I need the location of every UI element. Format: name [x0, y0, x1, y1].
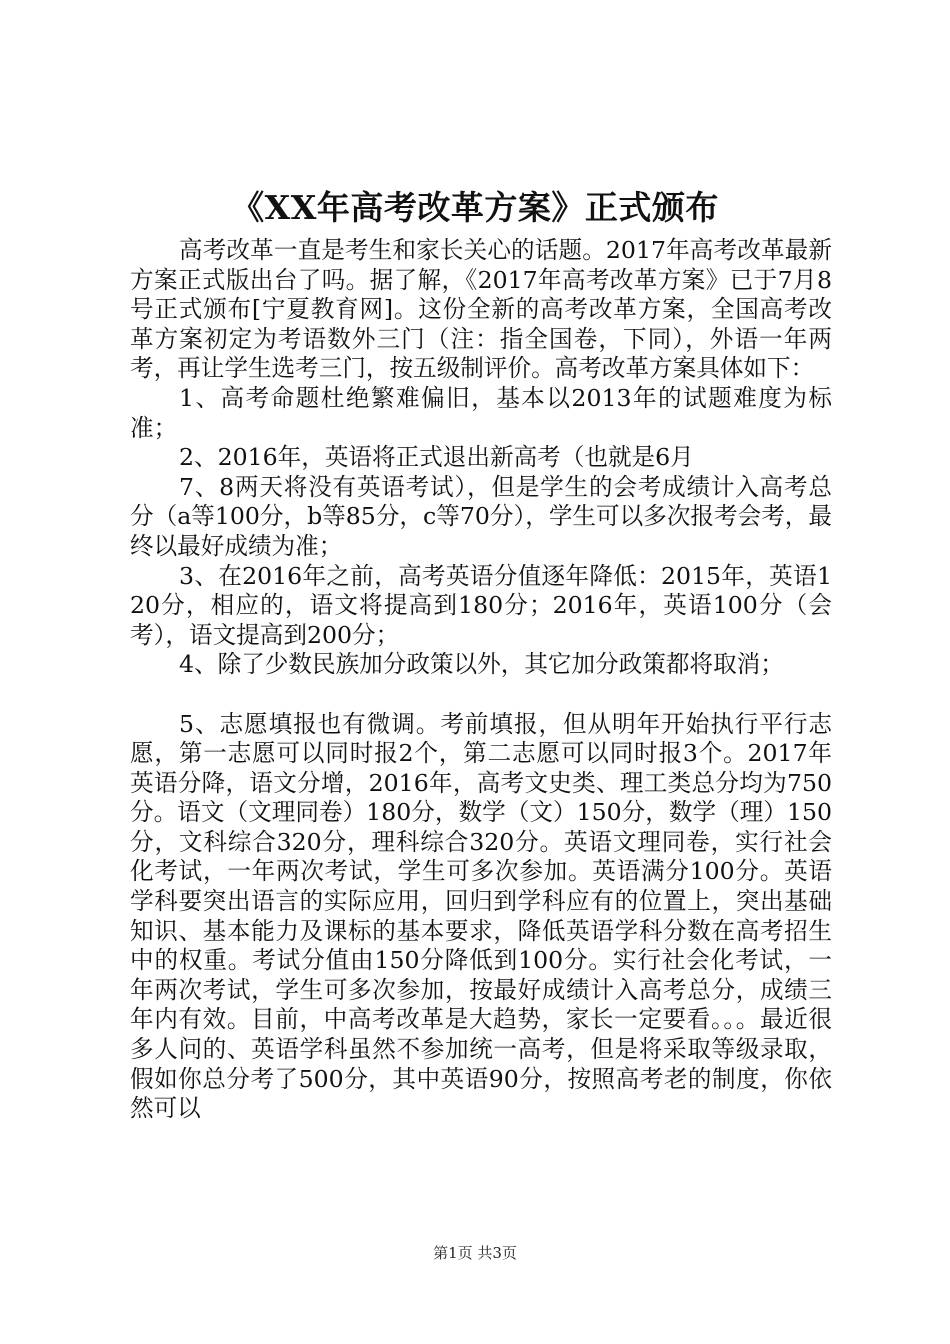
- paragraph-item-5: 5、志愿填报也有微调。考前填报，但从明年开始执行平行志愿，第一志愿可以同时报2个，第二志愿可以同时报3个。2017年英语分降，语文分增，2016年，高考文史类、理工类总分均为750分。语文（文理同卷）180分，数学（文）150分，数学（理）150分，文科综合320分，理科综合320分。英语文理同卷，实行社会化考试，一年两次考试，学生可多次参加。英语满分100分。英语学科要突出语言的实际应用，回归到学科应有的位置上，突出基础知识、基本能力及课标的基本要求，降低英语学科分数在高考招生中的权重。考试分值由150分降低到100分。实行社会化考试，一年两次考试，学生可多次参加，按最好成绩计入高考总分，成绩三年内有效。目前，中高考改革是大趋势，家长一定要看。。。最近很多人问的、英语学科虽然不参加统一高考，但是将采取等级录取，假如你总分考了500分，其中英语90分，按照高考老的制度，你依然可以: [130, 709, 832, 1123]
- paragraph-spacer: [130, 680, 832, 710]
- paragraph-item-2-continued: 7、8两天将没有英语考试），但是学生的会考成绩计入高考总分（a等100分，b等85分，c等70分），学生可以多次报考会考，最终以最好成绩为准；: [130, 472, 832, 560]
- paragraph-item-2: 2、2016年，英语将正式退出新高考（也就是6月: [179, 443, 694, 472]
- document-title: 《XX年高考改革方案》正式颁布: [231, 188, 719, 227]
- paragraph-item-3: 3、在2016年之前，高考英语分值逐年降低：2015年，英语120分，相应的，语文将提高到180分；2016年，英语100分（会考），语文提高到200分；: [130, 561, 832, 649]
- paragraph-intro: 高考改革一直是考生和家长关心的话题。2017年高考改革最新方案正式版出台了吗。据了解，《2017年高考改革方案》已于7月8号正式颁布[宁夏教育网]。这份全新的高考改革方案，全国高考改革方案初定为考语数外三门（注：指全国卷，下同），外语一年两考，再让学生选考三门，按五级制评价。高考改革方案具体如下：: [130, 236, 832, 383]
- document-body: [130, 236, 832, 1124]
- paragraph-item-1: 1、高考命题杜绝繁难偏旧，基本以2013年的试题难度为标准；: [130, 383, 832, 442]
- paragraph-item-4: 4、除了少数民族加分政策以外，其它加分政策都将取消；: [179, 650, 784, 679]
- page-number-footer: 第1页 共3页: [433, 1244, 517, 1262]
